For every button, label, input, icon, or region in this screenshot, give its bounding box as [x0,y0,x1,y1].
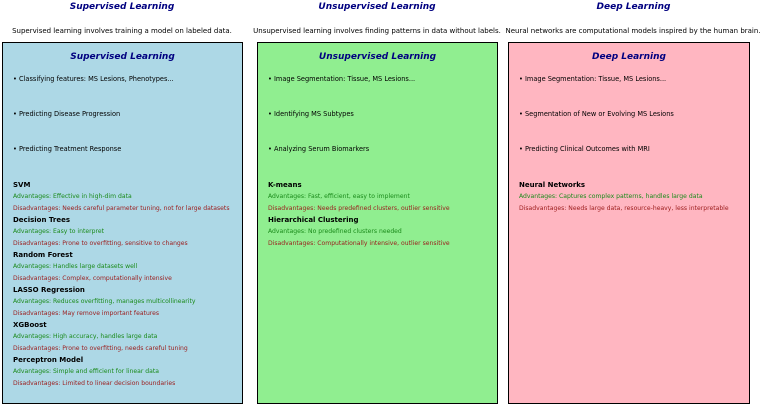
method-disadvantages: Disadvantages: Needs careful parameter tuning, not for large datasets [13,205,230,212]
panel-title: Unsupervised Learning [318,52,437,62]
column-heading-unsupervised: Unsupervised Learning [318,2,436,12]
method-advantages: Advantages: Simple and efficient for linear data [13,368,160,375]
column-subtitle-deep: Neural networks are computational models inspired by the human brain. [505,27,761,35]
method-name: K-means [268,181,302,189]
column-subtitle-unsupervised: Unsupervised learning involves finding patterns in data without labels. [253,27,501,35]
panel-supervised [2,42,243,404]
method-name: Decision Trees [13,216,71,224]
methods-list [13,180,238,390]
method-disadvantages: Disadvantages: May remove important features [13,310,160,317]
method-disadvantages: Disadvantages: Prone to overfitting, sensitive to changes [13,240,188,247]
method-disadvantages: Disadvantages: Computationally intensive, outlier sensitive [268,240,450,247]
methods-list [268,180,493,250]
application-item: • Predicting Disease Progression [13,110,121,118]
application-item: • Analyzing Serum Biomarkers [268,145,370,153]
panel-title: Supervised Learning [70,52,175,62]
application-item: • Identifying MS Subtypes [268,110,354,118]
method-advantages: Advantages: Effective in high-dim data [13,193,132,200]
method-disadvantages: Disadvantages: Needs predefined clusters, outlier sensitive [268,205,450,212]
method-name: SVM [13,181,31,189]
column-heading-deep: Deep Learning [596,2,671,12]
application-item: • Image Segmentation: Tissue, MS Lesions... [519,75,667,83]
method-advantages: Advantages: High accuracy, handles large data [13,333,158,340]
method-disadvantages: Disadvantages: Prone to overfitting, needs careful tuning [13,345,188,352]
method-name: Perceptron Model [13,356,84,364]
application-item: • Predicting Clinical Outcomes with MRI [519,145,650,153]
method-advantages: Advantages: Captures complex patterns, handles large data [519,193,703,200]
method-advantages: Advantages: Handles large datasets well [13,263,138,270]
application-item: • Classifying features: MS Lesions, Phenotypes... [13,75,174,83]
application-item: • Segmentation of New or Evolving MS Lesions [519,110,674,118]
methods-list [519,180,745,215]
method-disadvantages: Disadvantages: Limited to linear decision boundaries [13,380,176,387]
method-disadvantages: Disadvantages: Needs large data, resource-heavy, less interpretable [519,205,729,212]
application-item: • Predicting Treatment Response [13,145,122,153]
panel-title: Deep Learning [592,52,666,62]
application-item: • Image Segmentation: Tissue, MS Lesions... [268,75,416,83]
panel-unsupervised [257,42,498,404]
method-name: XGBoost [13,321,47,329]
method-advantages: Advantages: No predefined clusters needed [268,228,402,235]
method-name: LASSO Regression [13,286,85,294]
method-name: Neural Networks [519,181,586,189]
panel-deep-learning [508,42,750,404]
method-name: Random Forest [13,251,73,259]
column-subtitle-supervised: Supervised learning involves training a model on labeled data. [12,27,232,35]
method-advantages: Advantages: Fast, efficient, easy to implement [268,193,410,200]
column-heading-supervised: Supervised Learning [69,2,175,12]
method-advantages: Advantages: Reduces overfitting, manages multicollinearity [13,298,196,305]
method-advantages: Advantages: Easy to interpret [13,228,104,235]
method-disadvantages: Disadvantages: Complex, computationally intensive [13,275,172,282]
method-name: Hierarchical Clustering [268,216,359,224]
